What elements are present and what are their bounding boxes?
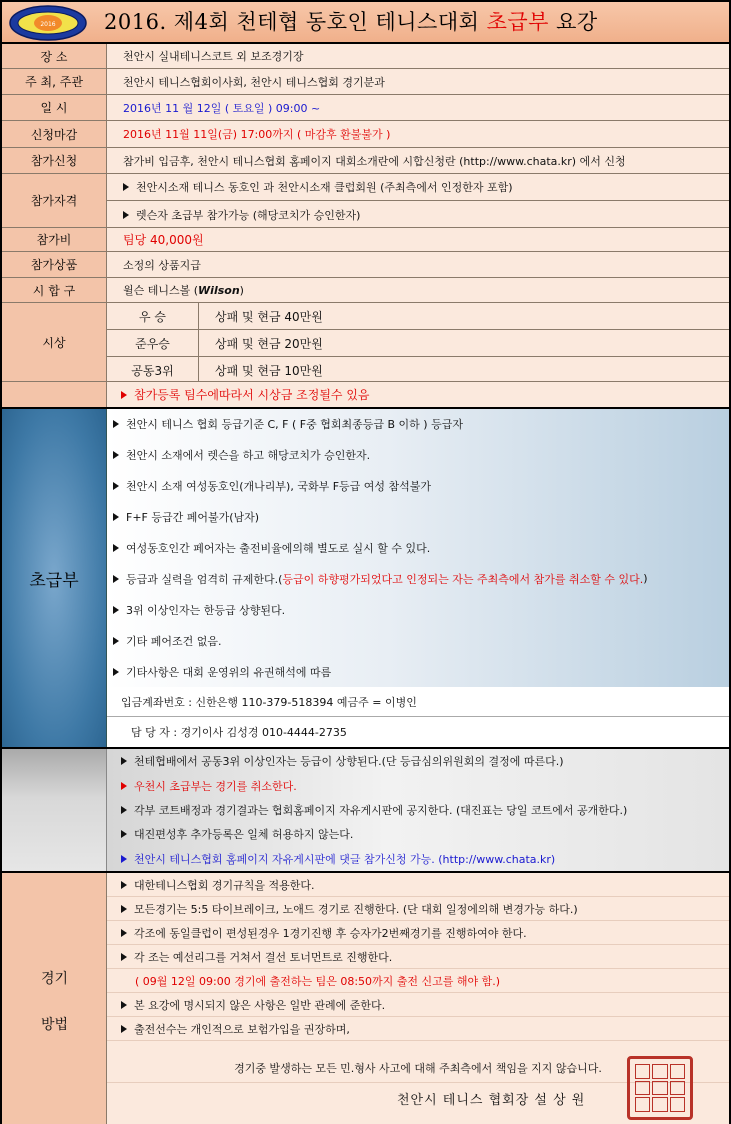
fee-label: 참가비: [2, 228, 107, 251]
ball-close: ): [239, 283, 244, 297]
title-tail: 요강: [548, 10, 598, 34]
contact-info: 담 당 자 : 경기이사 김성경 010-4444-2735: [131, 726, 347, 739]
award-place: 공동3위: [107, 357, 199, 384]
award-row: [2, 303, 729, 382]
gift-row: [2, 252, 729, 278]
award-item: [107, 330, 729, 357]
beginner-rule: [107, 656, 729, 687]
qualification-item: [107, 174, 729, 201]
host-row: [2, 69, 729, 95]
general-rule-text: 천안시 테니스협회 홈페이지 자유게시판에 댓글 참가신청 가능. (http://www.chata.kr): [134, 852, 556, 866]
gift-label: 참가상품: [2, 252, 107, 277]
award-place: 준우승: [107, 330, 199, 356]
date-label: 일 시: [2, 95, 107, 120]
game-method-section: [2, 873, 729, 1124]
account-info: 입금계좌번호 : 신한은행 110-379-518394 예금주 = 이병인: [107, 687, 729, 717]
game-method-item: [107, 873, 729, 897]
award-notice: [107, 382, 729, 407]
game-method-item: [107, 993, 729, 1017]
general-rule-text: 대진편성후 추가등록은 일체 허용하지 않는다.: [134, 828, 354, 842]
ball-brand: Wilson: [198, 283, 240, 297]
game-method-item: [107, 945, 729, 969]
beginner-rule-warning: 등급이 하향평가되었다고 인정되는 자는 주최측에서 참가를 취소할 수 있다.: [282, 572, 644, 586]
notice-left-cell: [2, 382, 107, 407]
beginner-rule: [107, 471, 729, 502]
qualification-label: 참가자격: [2, 174, 107, 227]
beginner-rule-text: F+F 등급간 페어불가(남자): [126, 511, 260, 525]
ball-value: [107, 278, 729, 302]
general-rule-text: 우천시 초급부는 경기를 취소한다.: [134, 779, 297, 793]
beginner-rule-text: 기타 페어조건 없음.: [126, 634, 222, 648]
apply-label: 참가신청: [2, 148, 107, 173]
official-seal: [627, 1056, 693, 1120]
gift-value: 소정의 상품지급: [107, 252, 729, 277]
qualification-text: 천안시소재 테니스 동호인 과 천안시소재 클럽회원 (주최측에서 인정한자 포함): [136, 181, 513, 194]
disclaimer: 경기중 발생하는 모든 민.형사 사고에 대해 주최측에서 책임을 지지 않습니다.: [107, 1053, 729, 1083]
beginner-rule: [107, 533, 729, 564]
award-place: 우 승: [107, 303, 199, 329]
general-rule-text: 각부 코트배정과 경기결과는 협회홈페이지 자유게시판에 공지한다. (대진표는 당일 코트에서 공개한다.): [134, 803, 628, 817]
game-method-label-top: 경기: [40, 971, 69, 987]
qualification-list: [107, 174, 729, 227]
qualification-item: [107, 201, 729, 228]
venue-label: 장 소: [2, 44, 107, 68]
contact-box: [107, 687, 729, 747]
beginner-rule-text: 등급과 실력을 엄격히 규제한다.(: [126, 572, 283, 586]
general-rule: [107, 847, 729, 871]
title-highlight: 초급부: [486, 10, 549, 34]
date-value: 2016년 11 월 12일 ( 토요일 ) 09:00 ~: [107, 95, 729, 120]
venue-value: 천안시 실내테니스코트 외 보조경기장: [107, 44, 729, 68]
game-method-text: 출전선수는 개인적으로 보험가입을 권장하며,: [134, 1022, 350, 1036]
ball-label: 시 합 구: [2, 278, 107, 302]
svg-text:2016: 2016: [40, 21, 56, 28]
award-item: [107, 357, 729, 384]
beginner-rule-close: ): [643, 572, 648, 586]
beginner-rule: [107, 594, 729, 625]
deadline-value: 2016년 11월 11일(금) 17:00까지 ( 마감후 환불불가 ): [107, 121, 729, 147]
game-method-item: [107, 921, 729, 945]
game-method-item: [107, 897, 729, 921]
beginner-rule: [107, 563, 729, 594]
qualification-row: [2, 174, 729, 228]
beginner-label: 초급부: [2, 409, 107, 747]
game-method-text: 각조에 동일클럽이 편성된경우 1경기진행 후 승자가2번째경기를 진행하여야 한다.: [134, 926, 527, 940]
general-rules-list: [107, 749, 729, 871]
beginner-rule-text: 천안시 소재 여성동호인(개나리부), 국화부 F등급 여성 참석불가: [126, 480, 432, 494]
award-list: [107, 303, 729, 381]
checkin-notice: ( 09월 12일 09:00 경기에 출전하는 팀은 08:50까지 출전 신고를 해야 함.): [107, 969, 729, 993]
general-rules-label-cell: [2, 749, 107, 871]
general-rule: [107, 773, 729, 797]
venue-row: [2, 44, 729, 69]
beginner-rule: [107, 625, 729, 656]
apply-row: [2, 148, 729, 174]
beginner-rule-text: 기타사항은 대회 운영위의 유권해석에 따름: [126, 665, 332, 679]
award-prize: 상패 및 현금 10만원: [215, 364, 323, 378]
beginner-rules: [107, 409, 729, 687]
general-rules-section: [2, 749, 729, 873]
apply-value: 참가비 입금후, 천안시 테니스협회 홈페이지 대회소개란에 시합신청란 (http://www.chata.kr) 에서 신청: [107, 148, 729, 173]
header-bar: [2, 2, 729, 44]
award-prize: 상패 및 현금 20만원: [215, 336, 323, 351]
deadline-row: [2, 121, 729, 148]
beginner-rule-text: 천안시 소재에서 렛슨을 하고 해당코치가 승인한자.: [126, 449, 371, 463]
fee-row: [2, 228, 729, 252]
game-method-label: [2, 873, 107, 1124]
president-signature: 천안시 테니스 협회장 설 상 원: [397, 1093, 586, 1108]
game-method-text: 대한테니스협회 경기규칙을 적용한다.: [134, 878, 315, 892]
award-label: 시상: [2, 303, 107, 381]
game-method-label-bottom: 방법: [40, 1017, 69, 1033]
beginner-rule-text: 천안시 테니스 협회 등급기준 C, F ( F중 협회최종등급 B 이하 ) 등급자: [126, 418, 463, 432]
game-method-text: 각 조는 예선리그를 거쳐서 결선 토너먼트로 진행한다.: [134, 950, 393, 964]
fee-value: 팀당 40,000원: [107, 228, 729, 251]
award-prize: 상패 및 현금 40만원: [215, 309, 323, 324]
game-method-list: [107, 873, 729, 1124]
deadline-label: 신청마감: [2, 121, 107, 147]
award-item: [107, 303, 729, 330]
date-row: [2, 95, 729, 121]
host-label: 주 최, 주관: [2, 69, 107, 94]
general-rule: [107, 798, 729, 822]
qualification-text: 렛슨자 초급부 참가가능 (해당코치가 승인한자): [136, 208, 361, 222]
beginner-section: [2, 407, 729, 749]
beginner-rule: [107, 440, 729, 471]
title-main: 2016. 제4회 천테협 동호인 테니스대회: [104, 10, 487, 34]
beginner-rule-text: 여성동호인간 페어자는 출전비율에의해 별도로 실시 할 수 있다.: [126, 542, 431, 555]
game-method-text: 본 요강에 명시되지 않은 사항은 일반 관례에 준한다.: [134, 998, 386, 1012]
beginner-rule: [107, 502, 729, 533]
ball-row: [2, 278, 729, 303]
general-rule: [107, 749, 729, 773]
beginner-rule: [107, 409, 729, 440]
game-method-text: 모든경기는 5:5 타이브레이크, 노애드 경기로 진행한다. (단 대회 일정에의해 변경가능 하다.): [134, 902, 578, 916]
beginner-rule-text: 3위 이상인자는 한등급 상향된다.: [126, 603, 286, 617]
host-value: 천안시 테니스협회이사회, 천안시 테니스협회 경기분과: [107, 69, 729, 94]
page-title: [104, 6, 598, 36]
seal-pattern: [634, 1063, 686, 1113]
ball-text: 윌슨 테니스볼 (: [123, 284, 199, 297]
game-method-item: [107, 1017, 729, 1041]
general-rule: [107, 822, 729, 846]
general-rule-text: 천테협배에서 공동3위 이상인자는 등급이 상향된다.(단 등급심의위원회의 결정에 따른다.): [134, 755, 564, 769]
association-logo: [8, 4, 88, 42]
award-notice-text: 참가등록 팀수에따라서 시상금 조정될수 있음: [134, 388, 370, 402]
